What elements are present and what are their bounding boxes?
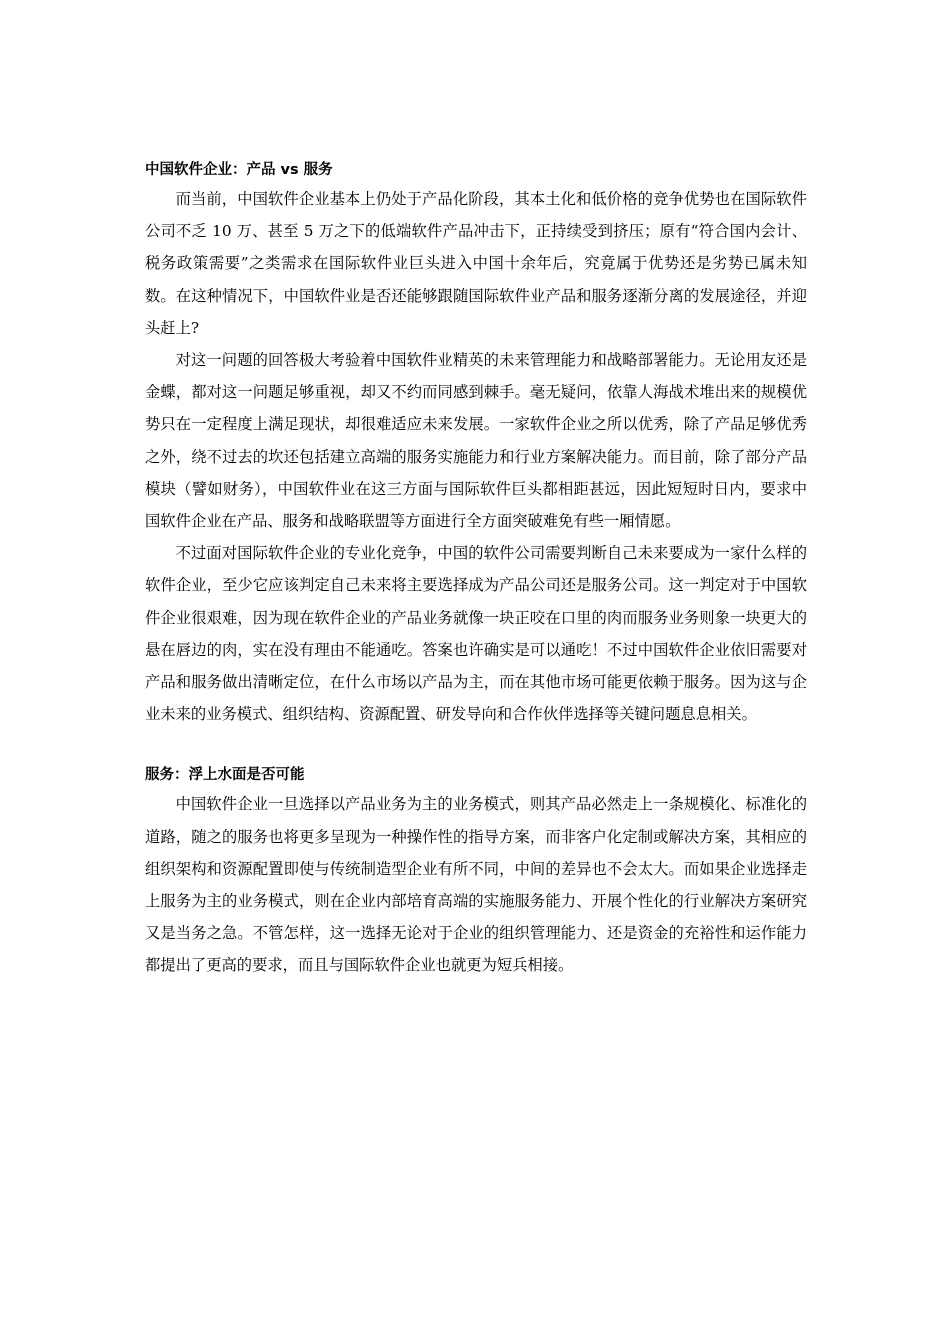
section-service-surface [145, 763, 807, 981]
paragraph: 中国软件企业一旦选择以产品业务为主的业务模式，则其产品必然走上一条规模化、标准化的道路，随之的服务也将更多呈现为一种操作性的指导方案，而非客户化定制或解决方案，其相应的组织架构和资源配置即使与传统制造型企业有所不同，中间的差异也不会太大。而如果企业选择走上服务为主的业务模式，则在企业内部培育高端的实施服务能力、开展个性化的行业解决方案研究又是当务之急。不管怎样，这一选择无论对于企业的组织管理能力、还是资金的充裕性和运作能力都提出了更高的要求，而且与国际软件企业也就更为短兵相接。 [145, 795, 807, 975]
document-page [145, 158, 807, 982]
section-heading: 服务：浮上水面是否可能 [145, 767, 305, 784]
section-spacer [145, 730, 807, 763]
paragraph: 而当前，中国软件企业基本上仍处于产品化阶段，其本土化和低价格的竞争优势也在国际软件公司不乏 10 万、甚至 5 万之下的低端软件产品冲击下，正持续受到挤压；原有“符合国内会计、税务政策需要”之类需求在国际软件业巨头进入中国十余年后，究竟属于优势还是劣势已属未知数。在这种情况下，中国软件业是否还能够跟随国际软件业产品和服务逐渐分离的发展途径，并迎头赶上? [145, 190, 807, 337]
paragraph: 对这一问题的回答极大考验着中国软件业精英的未来管理能力和战略部署能力。无论用友还是金蝶，都对这一问题足够重视，却又不约而同感到棘手。毫无疑问，依靠人海战术堆出来的规模优势只在一定程度上满足现状，却很难适应未来发展。一家软件企业之所以优秀，除了产品足够优秀之外，绕不过去的坎还包括建立高端的服务实施能力和行业方案解决能力。而目前，除了部分产品模块（譬如财务），中国软件业在这三方面与国际软件巨头都相距甚远，因此短短时日内，要求中国软件企业在产品、服务和战略联盟等方面进行全方面突破难免有些一厢情愿。 [145, 351, 807, 531]
section-heading: 中国软件企业：产品 vs 服务 [145, 162, 333, 178]
section-product-vs-service [145, 158, 807, 730]
paragraph: 不过面对国际软件企业的专业化竞争，中国的软件公司需要判断自己未来要成为一家什么样的软件企业，至少它应该判定自己未来将主要选择成为产品公司还是服务公司。这一判定对于中国软件企业很艰难，因为现在软件企业的产品业务就像一块正咬在口里的肉而服务业务则象一块更大的悬在唇边的肉，实在没有理由不能通吃。答案也许确实是可以通吃！不过中国软件企业依旧需要对产品和服务做出清晰定位，在什么市场以产品为主，而在其他市场可能更依赖于服务。因为这与企业未来的业务模式、组织结构、资源配置、研发导向和合作伙伴选择等关键问题息息相关。 [145, 544, 807, 724]
